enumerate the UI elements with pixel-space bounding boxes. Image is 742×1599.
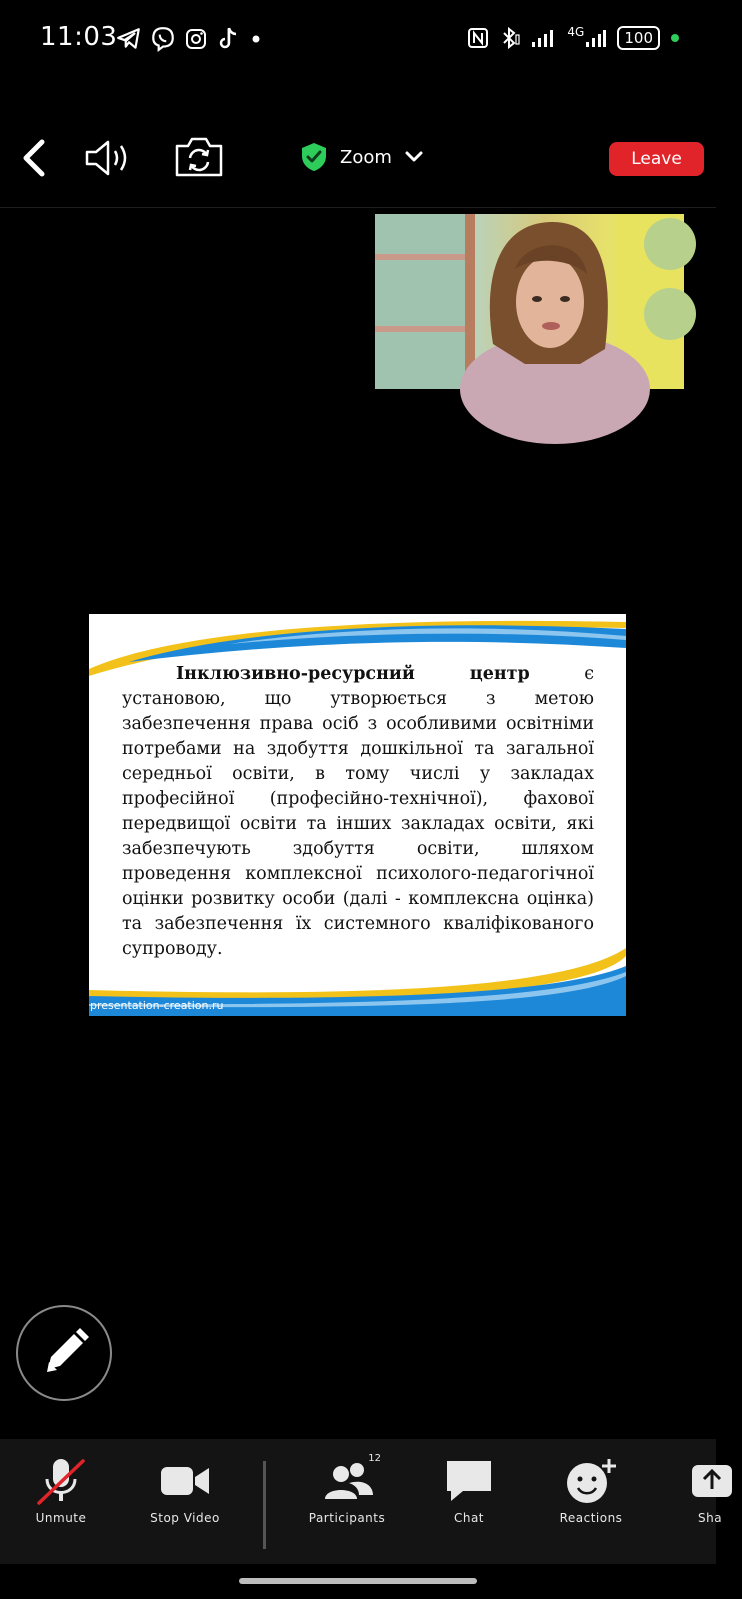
slide-body-text: є установою, що утворюється з метою забезпечення права осіб з особливими освітніми потребами на здобуття дошкільної та загальної середньої освіти, в тому числі у закладах професійної (професійно-технічної), фахової передвищої освіти та інших закладах освіти, які забезпечують здобуття освіти, шляхом проведення комплексної психолого-педагогічної оцінки розвитку особи (далі - комплексна оцінка) та забезпечення їх системного кваліфікованого супроводу. [122, 664, 594, 959]
participants-icon [319, 1457, 375, 1505]
meeting-title: Zoom [340, 146, 392, 168]
toolbar-separator [263, 1461, 266, 1549]
chat-button[interactable] [414, 1457, 524, 1525]
video-camera-icon [159, 1457, 211, 1505]
tiktok-icon [216, 26, 240, 52]
unmute-button[interactable] [6, 1457, 116, 1525]
back-button[interactable] [18, 138, 50, 182]
speaker-button[interactable] [84, 138, 132, 182]
status-time: 11:03 [40, 22, 118, 52]
meeting-top-bar [0, 128, 716, 188]
slide-bold-term: Інклюзивно-ресурсний центр [176, 664, 530, 684]
stop-video-button[interactable] [130, 1457, 240, 1525]
signal-icon-2 [567, 27, 607, 49]
system-icons [467, 26, 680, 50]
share-button[interactable] [658, 1457, 723, 1525]
switch-camera-button[interactable] [174, 136, 224, 182]
top-divider [0, 207, 716, 208]
viber-icon [150, 26, 176, 52]
stop-video-label: Stop Video [150, 1511, 220, 1525]
share-label: Sha [698, 1511, 723, 1525]
unmute-label: Unmute [35, 1511, 87, 1525]
slide-body [122, 662, 594, 962]
chat-label: Chat [453, 1511, 485, 1525]
nfc-icon [467, 27, 489, 49]
annotate-button[interactable] [16, 1305, 112, 1401]
instagram-icon [184, 27, 208, 51]
status-bar [0, 0, 716, 82]
participant-video-thumbnail[interactable] [375, 214, 684, 389]
meeting-toolbar [0, 1439, 723, 1564]
pencil-icon [18, 1307, 110, 1399]
green-dot-icon [670, 33, 680, 43]
reactions-button[interactable] [536, 1457, 646, 1525]
shield-check-icon [300, 142, 328, 172]
microphone-muted-icon [35, 1457, 87, 1505]
leave-button[interactable]: Leave [609, 142, 704, 176]
share-screen-icon [690, 1457, 742, 1505]
slide-footer: presentation-creation.ru [90, 999, 224, 1012]
speaker-icon [84, 138, 132, 178]
meeting-info-dropdown[interactable] [300, 142, 424, 172]
signal-icon-1 [531, 27, 557, 49]
home-indicator[interactable] [239, 1578, 477, 1584]
chevron-down-icon [404, 150, 424, 164]
participants-icon-wrap [317, 1453, 381, 1505]
network-type: 4G [567, 25, 585, 39]
camera-switch-icon [174, 136, 224, 178]
more-notifications-icon [248, 31, 264, 47]
participants-button[interactable] [292, 1453, 402, 1525]
chat-bubble-icon [443, 1457, 495, 1505]
telegram-icon [116, 26, 142, 52]
participants-label: Participants [308, 1511, 386, 1525]
participants-count: 12 [368, 1453, 381, 1464]
participant-video-frame [375, 214, 684, 389]
smiley-plus-icon [563, 1457, 619, 1505]
notification-icons [116, 26, 264, 52]
battery-indicator: 100 [617, 26, 660, 50]
bluetooth-icon [499, 26, 521, 50]
chevron-left-icon [18, 138, 50, 178]
reactions-label: Reactions [559, 1511, 623, 1525]
shared-screen-slide [89, 614, 626, 1016]
